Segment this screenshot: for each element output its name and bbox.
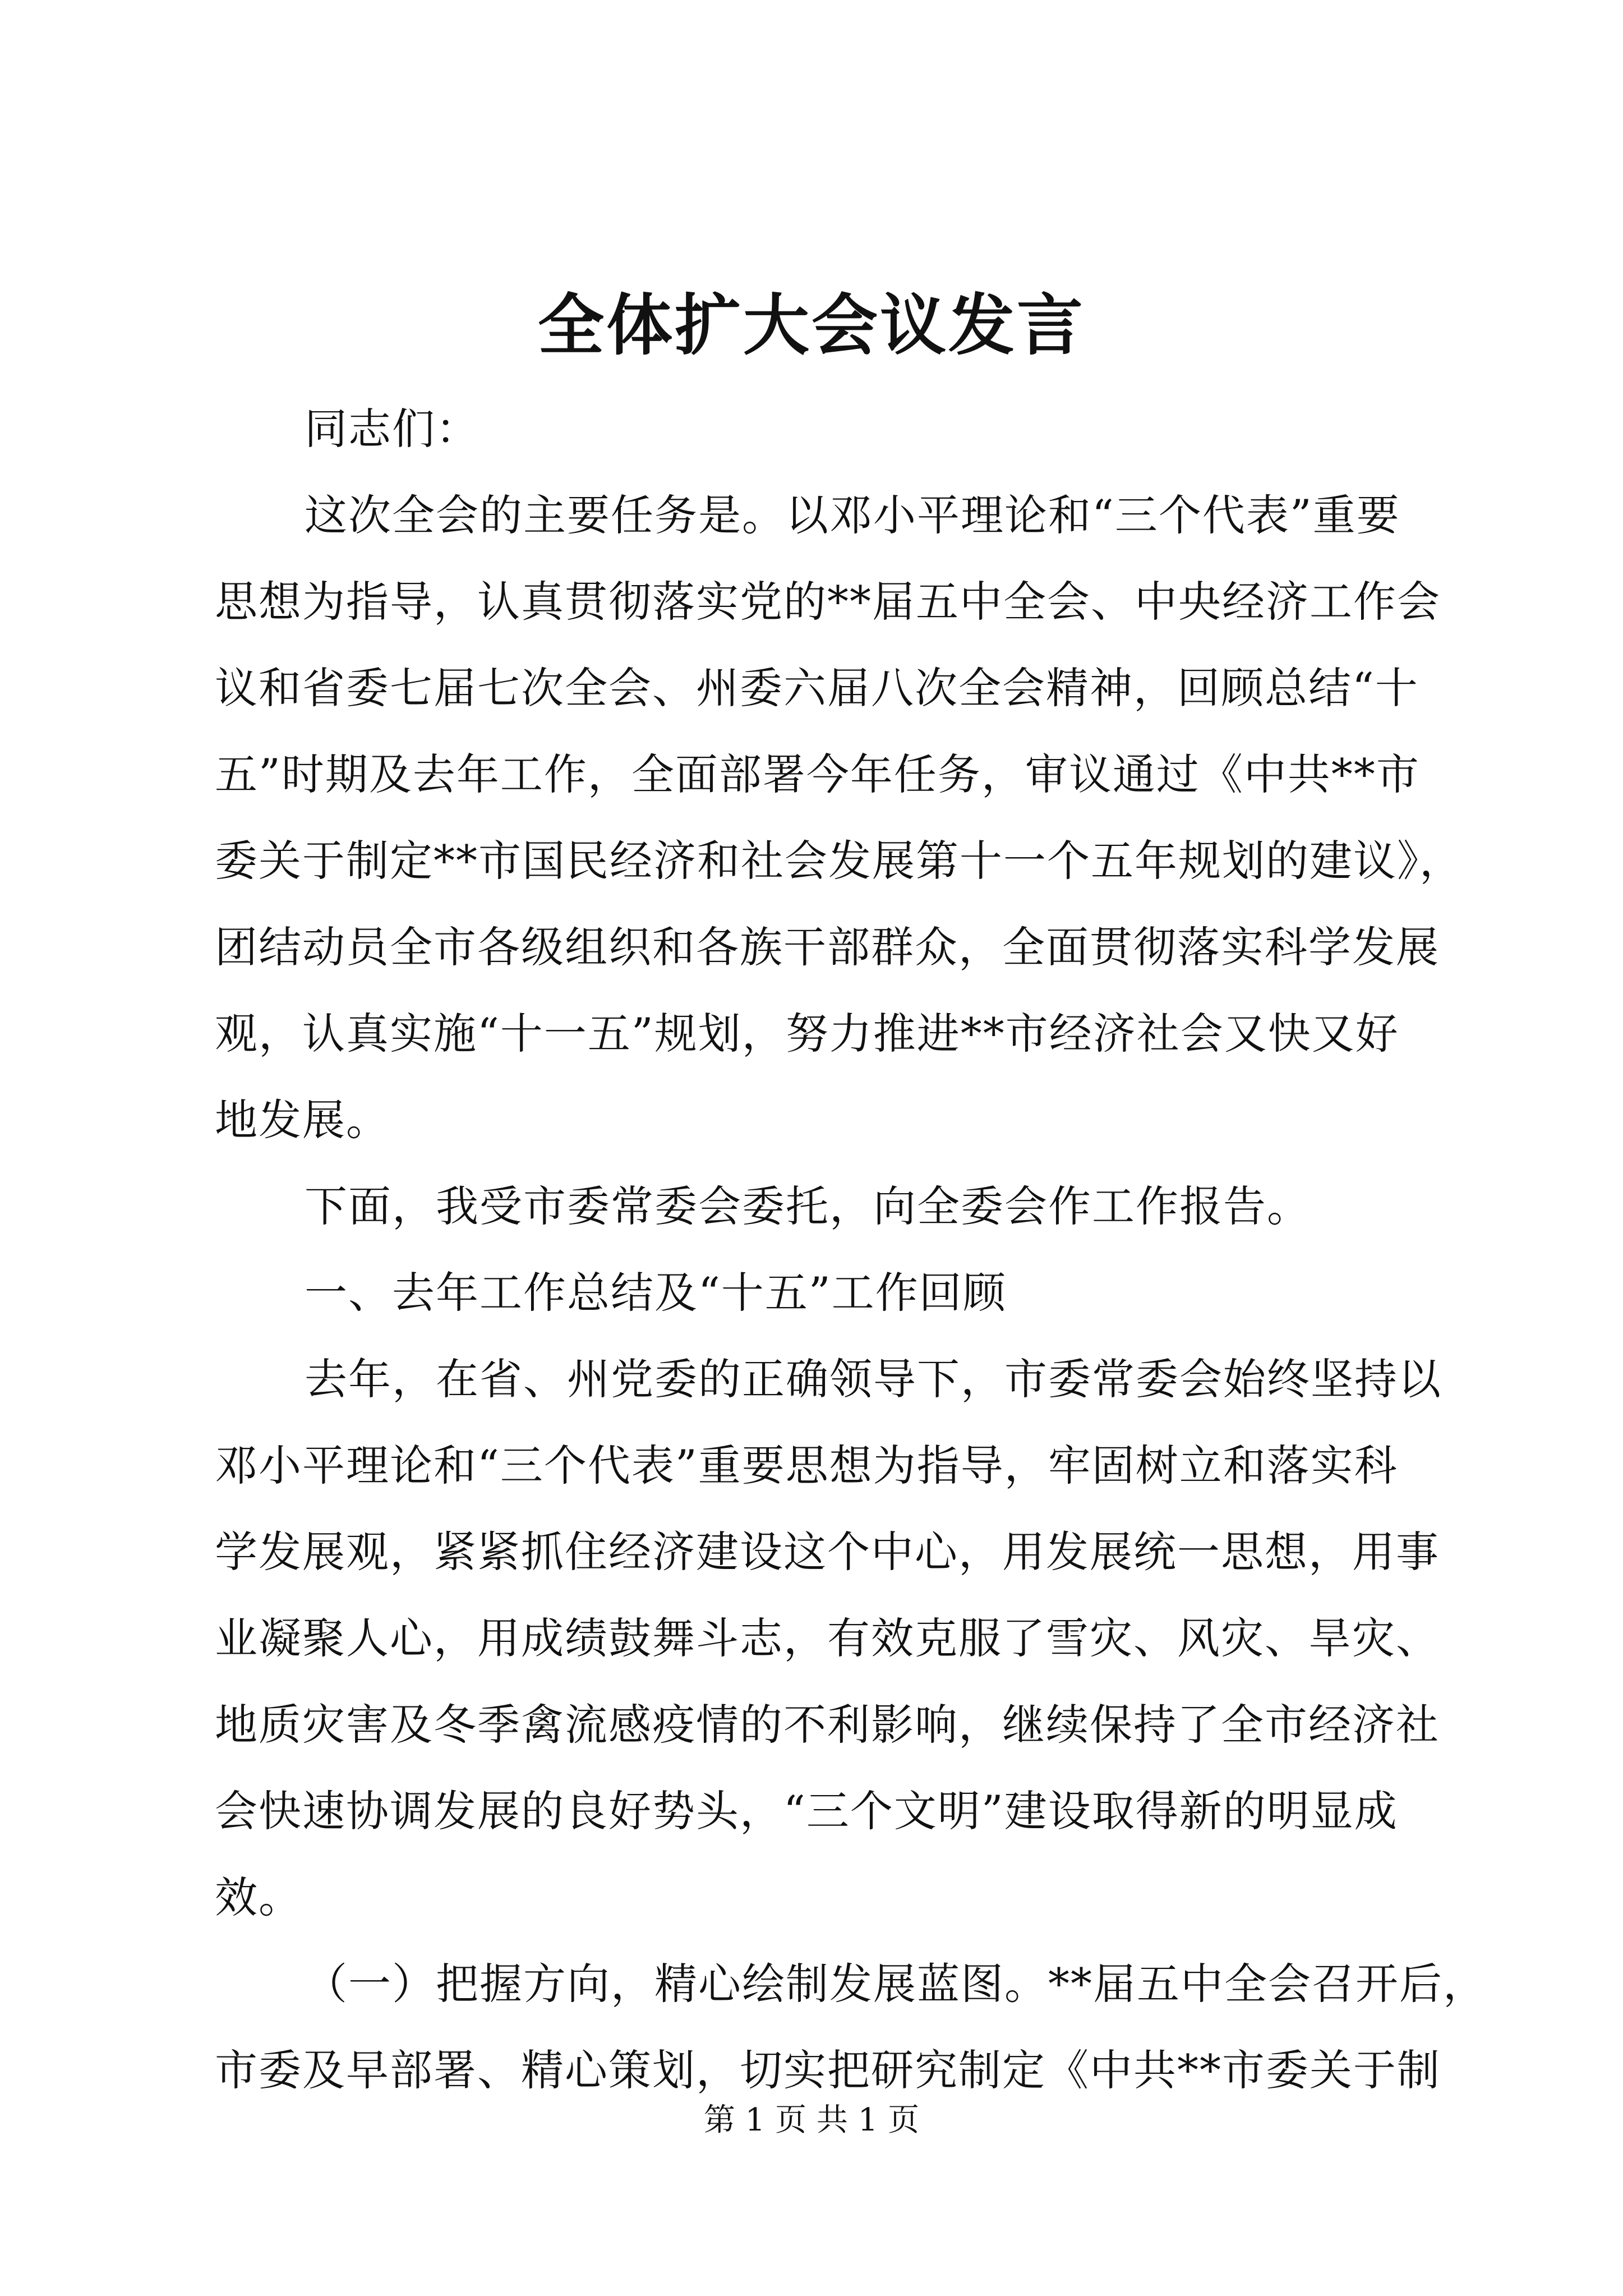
text-line: 去年，在省、州党委的正确领导下，市委常委会始终坚持以 bbox=[305, 1354, 1442, 1404]
text-line: （一）把握方向，精心绘制发展蓝图。**届五中全会召开后， bbox=[305, 1959, 1487, 2009]
text-line: 会快速协调发展的良好势头，“三个文明”建设取得新的明显成 bbox=[215, 1786, 1398, 1836]
page-footer: 第 1 页 共 1 页 bbox=[703, 2102, 920, 2138]
text-line: 市委及早部署、精心策划，切实把研究制定《中共**市委关于制 bbox=[215, 2045, 1441, 2095]
text-line: 团结动员全市各级组织和各族干部群众，全面贯彻落实科学发展 bbox=[215, 922, 1440, 972]
text-line: 委关于制定**市国民经济和社会发展第十一个五年规划的建议》， bbox=[215, 836, 1463, 886]
text-line: 一、去年工作总结及“十五”工作回顾 bbox=[305, 1268, 1007, 1318]
text-line: 地质灾害及冬季禽流感疫情的不利影响，继续保持了全市经济社 bbox=[215, 1700, 1440, 1750]
text-line: 地发展。 bbox=[215, 1095, 390, 1145]
text-line: 五”时期及去年工作，全面部署今年任务，审议通过《中共**市 bbox=[215, 749, 1420, 799]
text-line: 这次全会的主要任务是。以邓小平理论和“三个代表”重要 bbox=[305, 490, 1400, 540]
text-line: 议和省委七届七次全会、州委六届八次全会精神，回顾总结“十 bbox=[215, 663, 1419, 713]
text-line: 学发展观，紧紧抓住经济建设这个中心，用发展统一思想，用事 bbox=[215, 1527, 1440, 1577]
text-line: 下面，我受市委常委会委托，向全委会作工作报告。 bbox=[305, 1181, 1311, 1231]
document-body bbox=[215, 386, 1487, 2114]
text-line: 思想为指导，认真贯彻落实党的**届五中全会、中央经济工作会 bbox=[215, 577, 1441, 627]
text-line: 业凝聚人心，用成绩鼓舞斗志，有效克服了雪灾、风灾、旱灾、 bbox=[215, 1613, 1440, 1663]
document-title: 全体扩大会议发言 bbox=[537, 286, 1085, 364]
text-line: 观，认真实施“十一五”规划，努力推进**市经济社会又快又好 bbox=[215, 1009, 1399, 1059]
text-line: 效。 bbox=[215, 1872, 302, 1922]
text-line: 邓小平理论和“三个代表”重要思想为指导，牢固树立和落实科 bbox=[215, 1441, 1398, 1490]
text-line: 同志们： bbox=[305, 404, 479, 454]
